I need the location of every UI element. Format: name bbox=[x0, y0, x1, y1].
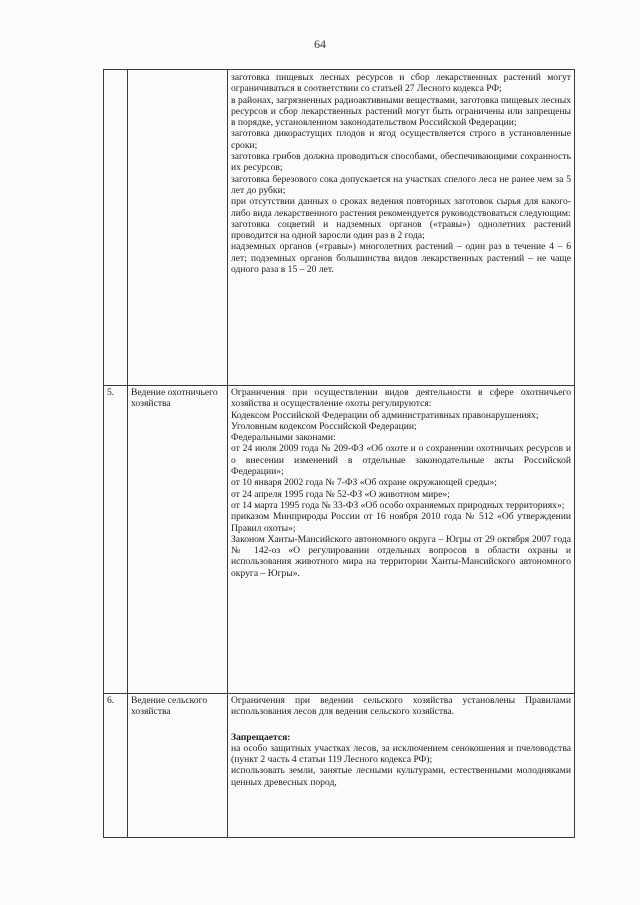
activity-name-cell bbox=[128, 70, 228, 386]
table-row bbox=[104, 386, 575, 694]
paragraph: заготовка дикорастущих плодов и ягод осуществляется строго в установленные сроки; bbox=[231, 128, 571, 151]
table-row bbox=[104, 694, 575, 838]
restrictions-table bbox=[103, 69, 575, 838]
activity-name-cell: Ведение сельского хозяйства bbox=[128, 694, 228, 838]
paragraph: Законом Ханты-Мансийского автономного округа – Югры от 29 октября 2007 года № 142-оз «О регулировании отдельных вопросов в области охраны и использования животного мира на территории Ханты-Мансийского автономного округа – Югры». bbox=[231, 533, 571, 579]
paragraph: от 14 марта 1995 года № 33-ФЗ «Об особо охраняемых природных территориях»; bbox=[231, 499, 565, 511]
paragraph: приказом Минприроды России от 16 ноября 2010 года № 512 «Об утверждении Правил охоты»; bbox=[231, 511, 571, 534]
restrictions-cell bbox=[228, 386, 575, 694]
paragraph: Ограничения при осуществлении видов деятельности в сфере охотничьего хозяйства и осуществление охоты регулируются: bbox=[231, 387, 571, 410]
paragraph: заготовка березового сока допускается на участках спелого леса не ранее чем за 5 лет до рубки; bbox=[231, 173, 571, 196]
paragraph: при отсутствии данных о сроках ведения повторных заготовок сырья для какого-либо вида лекарственного растения рекомендуется руководствоваться следующим: bbox=[231, 196, 571, 219]
paragraph: на особо защитных участках лесов, за исключением сенокошения и пчеловодства (пункт 2 часть 4 статьи 119 Лесного кодекса РФ); bbox=[231, 742, 571, 766]
restrictions-cell bbox=[228, 694, 575, 838]
row-number-cell: 6. bbox=[104, 694, 128, 838]
paragraph: Ограничения при ведении сельского хозяйства установлены Правилами использования лесов для ведения сельского хозяйства. bbox=[231, 695, 571, 718]
paragraph: Федеральными законами: bbox=[231, 432, 336, 444]
paragraph: заготовка пищевых лесных ресурсов и сбор лекарственных растений могут ограничиваться в соответствии со статьей 27 Лесного кодекса РФ; bbox=[231, 72, 571, 95]
restrictions-cell bbox=[228, 70, 575, 386]
paragraph: заготовка соцветий и надземных органов («травы») однолетних растений проводится на одной заросли один раз в 2 года; bbox=[231, 218, 571, 242]
paragraph: надземных органов («травы») многолетних растений – один раз в течение 4 – 6 лет; подземных органов большинства видов лекарственных растений – не чаще одного раза в 15 – 20 лет. bbox=[231, 241, 571, 276]
paragraph: Уголовным кодексом Российской Федерации; bbox=[231, 420, 417, 432]
row-number-cell bbox=[104, 70, 128, 386]
table-row bbox=[104, 70, 575, 386]
paragraph: Кодексом Российской Федерации об административных правонарушениях; bbox=[231, 409, 539, 421]
page-number: 64 bbox=[314, 37, 326, 51]
section-heading: Запрещается: bbox=[231, 731, 291, 743]
paragraph: в районах, загрязненных радиоактивными веществами, заготовка пищевых лесных ресурсов и сбор лекарственных растений могут быть ограничены или запрещены в порядке, установленном законодательством Российской Федерации; bbox=[231, 94, 571, 129]
paragraph: от 24 июля 2009 года № 209-ФЗ «Об охоте и о сохранении охотничьих ресурсов и о внесении изменений в отдельные законодательные акты Российской Федерации»; bbox=[231, 443, 571, 478]
paragraph: использовать земли, занятые лесными культурами, естественными молодняками ценных древесных пород, bbox=[231, 765, 571, 788]
activity-name-cell: Ведение охотничьего хозяйства bbox=[128, 386, 228, 694]
paragraph: заготовка грибов должна проводиться способами, обеспечивающими сохранность их ресурсов; bbox=[231, 151, 571, 174]
paragraph: от 24 апреля 1995 года № 52-ФЗ «О животном мире»; bbox=[231, 488, 450, 500]
row-number-cell: 5. bbox=[104, 386, 128, 694]
paragraph: от 10 января 2002 года № 7-ФЗ «Об охране окружающей среды»; bbox=[231, 477, 497, 489]
